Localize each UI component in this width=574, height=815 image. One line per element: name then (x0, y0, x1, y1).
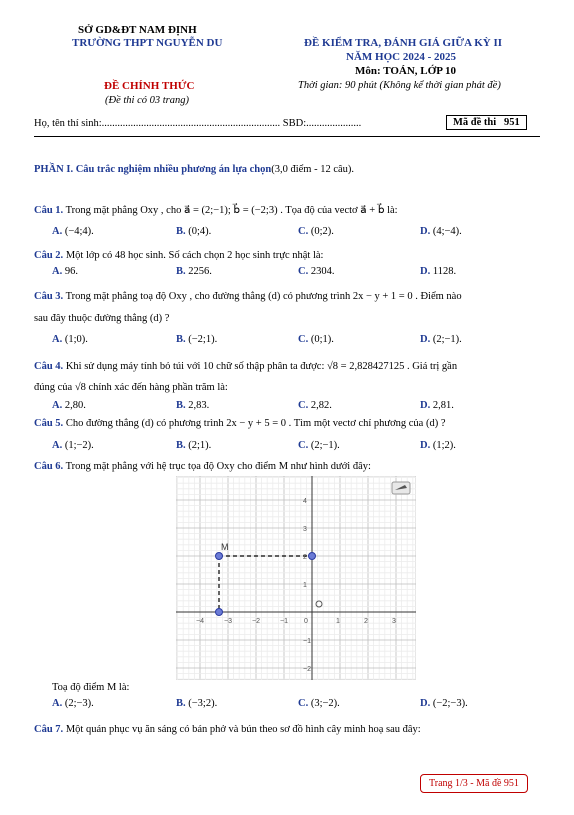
x-tick-label: −3 (224, 618, 232, 625)
section1-heading (34, 164, 354, 175)
q5-option-c: C. (2;−1). (298, 440, 340, 451)
q2-option-a: A. 96. (52, 266, 78, 277)
exam-title: ĐỀ KIỂM TRA, ĐÁNH GIÁ GIỮA KỲ II (304, 37, 503, 49)
official-label: ĐỀ CHÍNH THỨC (104, 80, 195, 92)
section1-title: PHẦN I. Câu trắc nghiệm nhiều phương án lựa chọn (34, 164, 272, 175)
y-tick-label: 1 (303, 582, 307, 589)
y-tick-label: −1 (303, 638, 311, 645)
question-4: Câu 4. Khi sử dụng máy tính bỏ túi với 10 chữ số thập phân ta được: √8 = 2,828427125 . Giá trị gần (34, 361, 458, 372)
q2-option-c: C. 2304. (298, 266, 335, 277)
question-2: Câu 2. Một lớp có 48 học sinh. Số cách chọn 2 học sinh trực nhật là: (34, 250, 324, 261)
q6-option-b: B. (−3;2). (176, 698, 218, 709)
q4-option-d: D. 2,81. (420, 400, 454, 411)
school-name: TRƯỜNG THPT NGUYỄN DU (72, 37, 223, 49)
q1-option-d: D. (4;−4). (420, 226, 462, 237)
y-tick-label: 3 (303, 526, 307, 533)
q2-option-b: B. 2256. (176, 266, 212, 277)
point-m-label: M (221, 542, 229, 552)
q4-option-a: A. 2,80. (52, 400, 86, 411)
x-tick-label: 3 (392, 618, 396, 625)
school-year: NĂM HỌC 2024 - 2025 (346, 51, 456, 63)
y-tick-label: 4 (303, 498, 307, 505)
point-m (216, 553, 223, 560)
x-tick-label: −2 (252, 618, 260, 625)
q5-option-b: B. (2;1). (176, 440, 212, 451)
q4-option-b: B. 2,83. (176, 400, 210, 411)
point-x-projection (216, 609, 223, 616)
geogebra-tool-icon (392, 482, 410, 494)
q6-option-a: A. (2;−3). (52, 698, 94, 709)
student-info-line: Họ, tên thí sinh:.................................................................... SBD:..................... (34, 118, 362, 129)
q2-option-d: D. 1128. (420, 266, 457, 277)
q1-option-a: A. (−4;4). (52, 226, 94, 237)
x-tick-label: 0 (304, 618, 308, 625)
question-6: Câu 6. Trong mặt phẳng với hệ trục tọa độ Oxy cho điểm M như hình dưới đây: (34, 461, 371, 472)
x-tick-label: −4 (196, 618, 204, 625)
x-tick-label: 1 (336, 618, 340, 625)
y-tick-label: 2 (303, 554, 307, 561)
question-1: Câu 1. Trong mặt phẳng Oxy , cho a⃗ = (2;−1); b⃗ = (−2;3) . Tọa độ của vectơ a⃗ + b⃗ là: (34, 205, 398, 216)
pages-note: (Đề thi có 03 trang) (105, 95, 189, 106)
point-y-projection (309, 553, 316, 560)
coordinate-graph (176, 476, 416, 680)
header-divider (34, 136, 540, 137)
q3-option-a: A. (1;0). (52, 334, 88, 345)
x-tick-label: −1 (280, 618, 288, 625)
question-7: Câu 7. Một quán phục vụ ăn sáng có bán phở và bún theo sơ đồ hình cây minh hoạ sau đây: (34, 724, 421, 735)
q4-option-c: C. 2,82. (298, 400, 332, 411)
question-3-line2: sau đây thuộc đường thẳng (d) ? (34, 313, 170, 324)
q3-option-c: C. (0;1). (298, 334, 334, 345)
dept-name: SỞ GD&ĐT NAM ĐỊNH (78, 24, 197, 36)
y-tick-label: −2 (303, 666, 311, 673)
q1-option-c: C. (0;2). (298, 226, 334, 237)
section1-note: (3,0 điểm - 12 câu). (271, 164, 355, 175)
q6-option-d: D. (−2;−3). (420, 698, 468, 709)
question-5: Câu 5. Cho đường thẳng (d) có phương trình 2x − y + 5 = 0 . Tìm một vectơ chỉ phương của (d) ? (34, 418, 446, 429)
x-tick-label: 2 (364, 618, 368, 625)
subject: Môn: TOÁN, LỚP 10 (355, 65, 457, 77)
page-footer: Trang 1/3 - Mã đề 951 (420, 774, 528, 793)
q6-option-c: C. (3;−2). (298, 698, 340, 709)
question-6-line2: Toạ độ điểm M là: (52, 682, 130, 693)
q1-option-b: B. (0;4). (176, 226, 212, 237)
exam-code-value: 951 (504, 117, 520, 128)
exam-code-box (446, 115, 527, 130)
question-4-line2: đúng của √8 chính xác đến hàng phần trăm là: (34, 382, 228, 393)
question-3: Câu 3. Trong mặt phẳng toạ độ Oxy , cho đường thẳng (d) có phương trình 2x − y + 1 = 0 . Điểm nào (34, 291, 462, 302)
q5-option-d: D. (1;2). (420, 440, 456, 451)
q5-option-a: A. (1;−2). (52, 440, 94, 451)
q3-option-d: D. (2;−1). (420, 334, 462, 345)
exam-time: Thời gian: 90 phút (Không kể thời gian phát đề) (298, 80, 501, 91)
exam-code-label: Mã đề thi (453, 117, 497, 128)
q3-option-b: B. (−2;1). (176, 334, 218, 345)
